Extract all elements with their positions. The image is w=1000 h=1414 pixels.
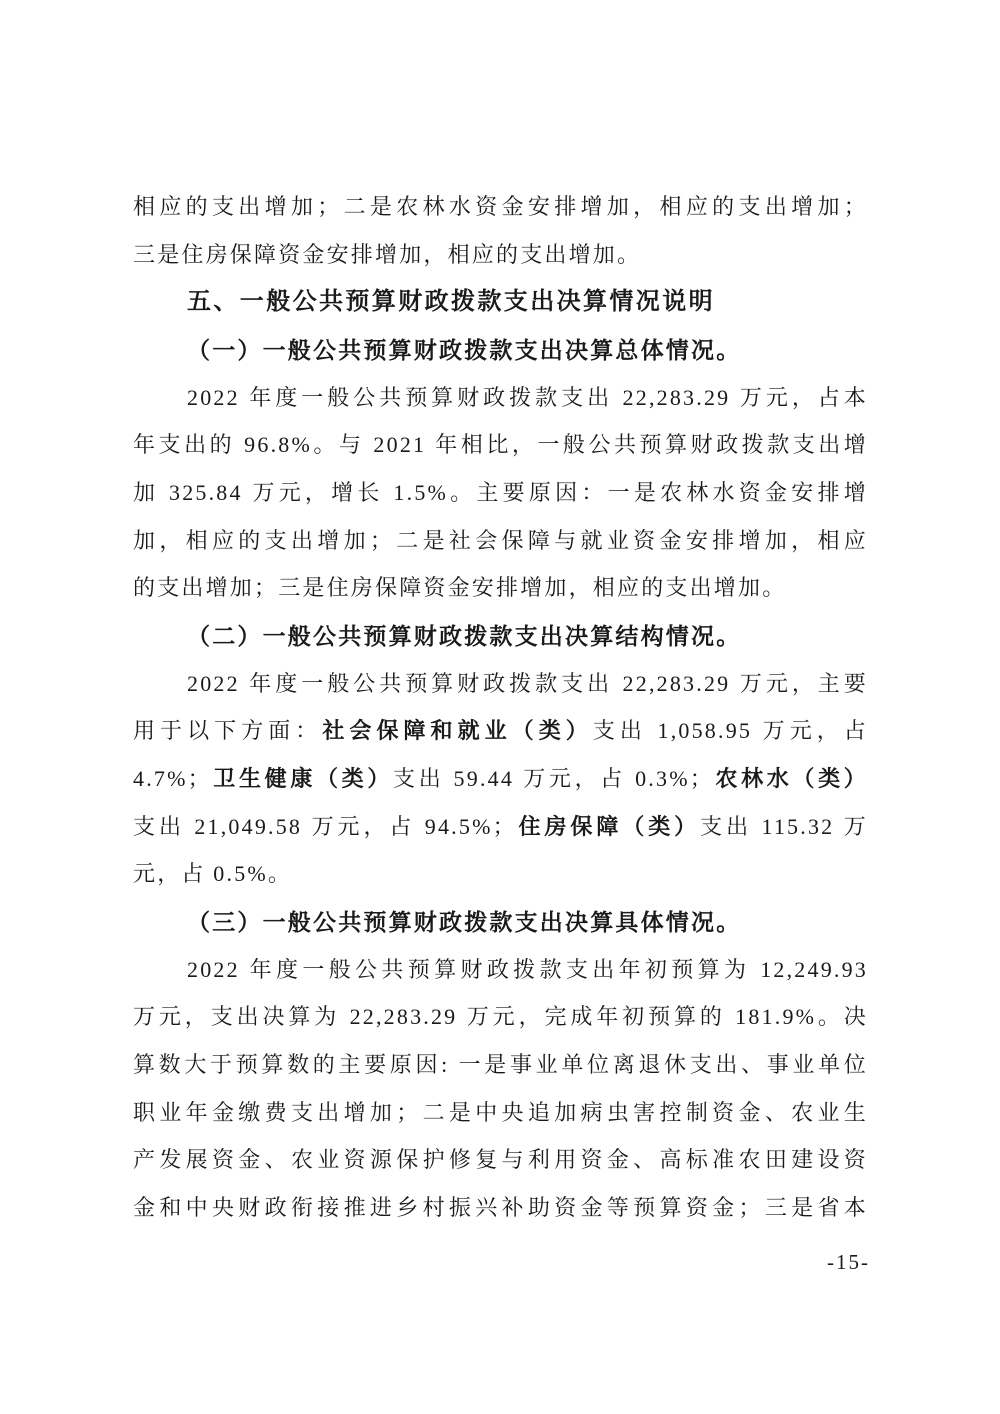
line-text: 三是住房保障资金安排增加，相应的支出增加。 [133,241,642,267]
text-line [133,764,868,812]
line-text: 金和中央财政衔接推进乡村振兴补助资金等预算资金；三是省本 [133,1195,868,1221]
text-line [133,1098,868,1146]
line-text: 加 325.84 万元，增长 1.5%。主要原因：一是农林水资金安排增 [133,480,868,506]
emphasis-text: 住房保障（类） [516,813,701,839]
line-text: 职业年金缴费支出增加；二是中央追加病虫害控制资金、农业生 [133,1099,868,1125]
line-text: 支出 21,049.58 万元，占 94.5%； [133,813,517,839]
text-line [133,669,868,717]
text-line [133,859,868,907]
text-line [133,478,868,526]
line-text: 产发展资金、农业资源保护修复与利用资金、高标准农田建设资 [133,1147,868,1173]
text-line [133,430,868,478]
page-number: -15- [827,1250,870,1274]
emphasis-text: 农林水（类） [713,766,868,792]
text-line [133,812,868,860]
text-line [133,1050,868,1098]
line-text: 用于以下方面： [133,718,323,744]
emphasis-text: 五、一般公共预算财政拨款支出决算情况说明 [187,288,715,316]
line-text: 万元，支出决算为 22,283.29 万元，完成年初预算的 181.9%。决 [133,1004,868,1030]
line-text: 支出 1,058.95 万元，占 [592,718,868,744]
text-line [133,526,868,574]
subsection-heading [133,907,868,955]
line-text: 2022 年度一般公共预算财政拨款支出年初预算为 12,249.93 [187,956,868,982]
line-text: 算数大于预算数的主要原因: 一是事业单位离退休支出、事业单位 [133,1052,868,1078]
subsection-heading [133,621,868,669]
subsection-heading [133,335,868,383]
line-text: 元，占 0.5%。 [133,861,293,887]
line-text: 支出 115.32 万 [700,813,868,839]
section-heading [133,287,868,335]
line-text: 2022 年度一般公共预算财政拨款支出 22,283.29 万元，占本 [187,384,868,410]
emphasis-text: 卫生健康（类） [211,766,394,792]
text-line [133,716,868,764]
emphasis-text: （三）一般公共预算财政拨款支出决算具体情况。 [187,909,742,936]
line-text: 4.7%； [133,766,212,792]
emphasis-text: （一）一般公共预算财政拨款支出决算总体情况。 [187,337,742,364]
emphasis-text: 社会保障和就业（类） [322,718,593,744]
text-line [133,383,868,431]
text-line [133,240,868,288]
text-line [133,192,868,240]
text-line [133,955,868,1003]
text-line [133,1002,868,1050]
line-text: 支出 59.44 万元，占 0.3%； [393,766,714,792]
text-line [133,573,868,621]
line-text: 相应的支出增加；二是农林水资金安排增加，相应的支出增加； [133,194,868,219]
emphasis-text: （二）一般公共预算财政拨款支出决算结构情况。 [187,623,742,650]
text-line [133,1145,868,1193]
text-line [133,1193,868,1241]
line-text: 年支出的 96.8%。与 2021 年相比，一般公共预算财政拨款支出增 [133,432,868,458]
line-text: 加，相应的支出增加；二是社会保障与就业资金安排增加，相应 [133,527,868,553]
line-text: 的支出增加；三是住房保障资金安排增加，相应的支出增加。 [133,575,787,601]
line-text: 2022 年度一般公共预算财政拨款支出 22,283.29 万元，主要 [187,670,868,696]
document-body [133,192,868,1241]
